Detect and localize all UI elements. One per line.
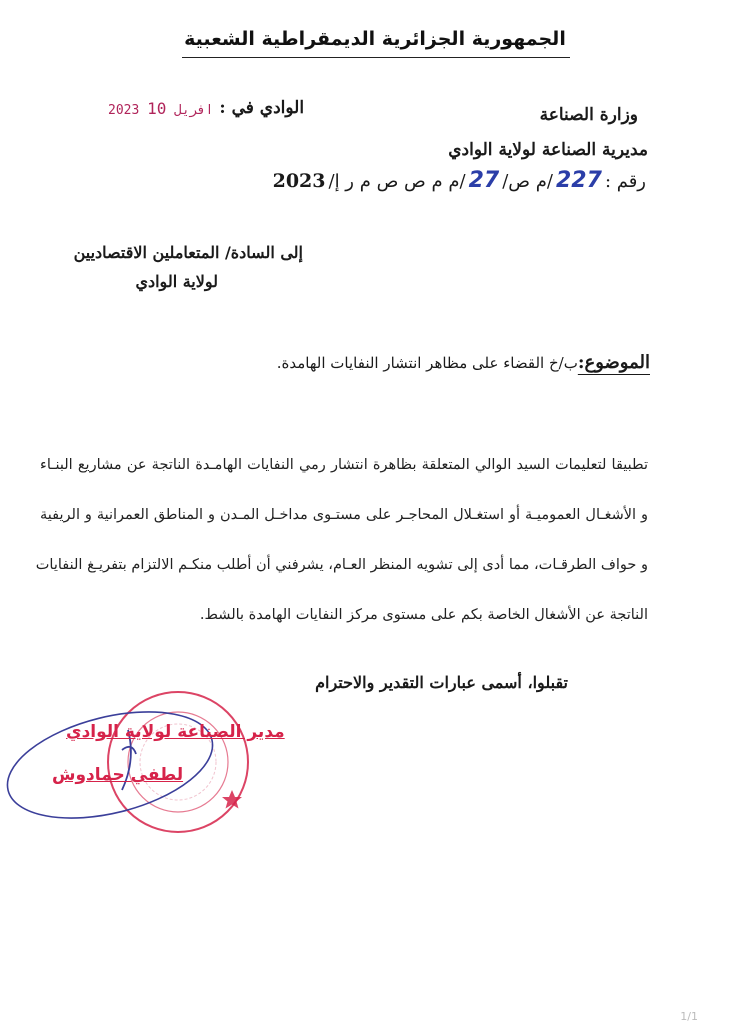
subject-text: ب/خ القضاء على مظاهر انتشار النفايات الهامدة. [276,354,578,372]
reference-part-2: /م م ص ص م ر إ/ [328,171,466,192]
reference-year: 2023 [272,170,326,192]
republic-header: الجمهورية الجزائرية الديمقراطية الشعبية [184,28,566,50]
body-line: تطبيقا لتعليمات السيد الوالي المتعلقة بظاهرة انتشار رمي النفايات الهامـدة الناتجة عن مشاريع البنـاء [40,457,648,473]
date-month: افريل [174,102,214,118]
reference-handwritten-sub-number: 27 [468,168,500,193]
reference-handwritten-number: 227 [556,168,602,193]
subject [277,352,650,373]
closing-salutation: تقبلوا، أسمى عبارات التقدير والاحترام [315,673,568,692]
header-underline [182,57,570,58]
reference-part-1: /م ص/ [502,171,553,192]
subject-label: الموضوع: [577,352,650,373]
date-year: 2023 [108,102,140,118]
directorate-name: مديرية الصناعة لولاية الوادي [448,140,648,160]
page-number: 1/1 [680,1010,698,1023]
reference-label: رقم : [604,171,646,192]
date-day: 10 [147,98,167,118]
ministry-name: وزارة الصناعة [539,105,638,125]
place-date [108,98,304,118]
addressee-line-1: إلى السادة/ المتعاملين الاقتصاديين [73,243,303,262]
place-label: الوادي في : [219,98,305,118]
addressee-line-2: لولاية الوادي [135,272,218,291]
reference-number [273,168,646,193]
body-line: الناتجة عن الأشغال الخاصة بكم على مستوى مركز النفايات الهامدة بالشط. [199,607,648,623]
signer-title: مدير الصناعة لولاية الوادي [66,722,285,742]
body-line: و الأشغـال العموميـة أو استغـلال المحاجـر على مستـوى مداخـل المـدن و المناطق العمرانية و الريفية [40,507,648,523]
signer-name: لطفي حمادوش [52,765,184,785]
date-stamp [108,99,213,118]
body-line: و حواف الطرقـات، مما أدى إلى تشويه المنظر العـام، يشرفني أن أطلب منكـم الالتزام بتفريـغ النفايات [35,557,648,573]
